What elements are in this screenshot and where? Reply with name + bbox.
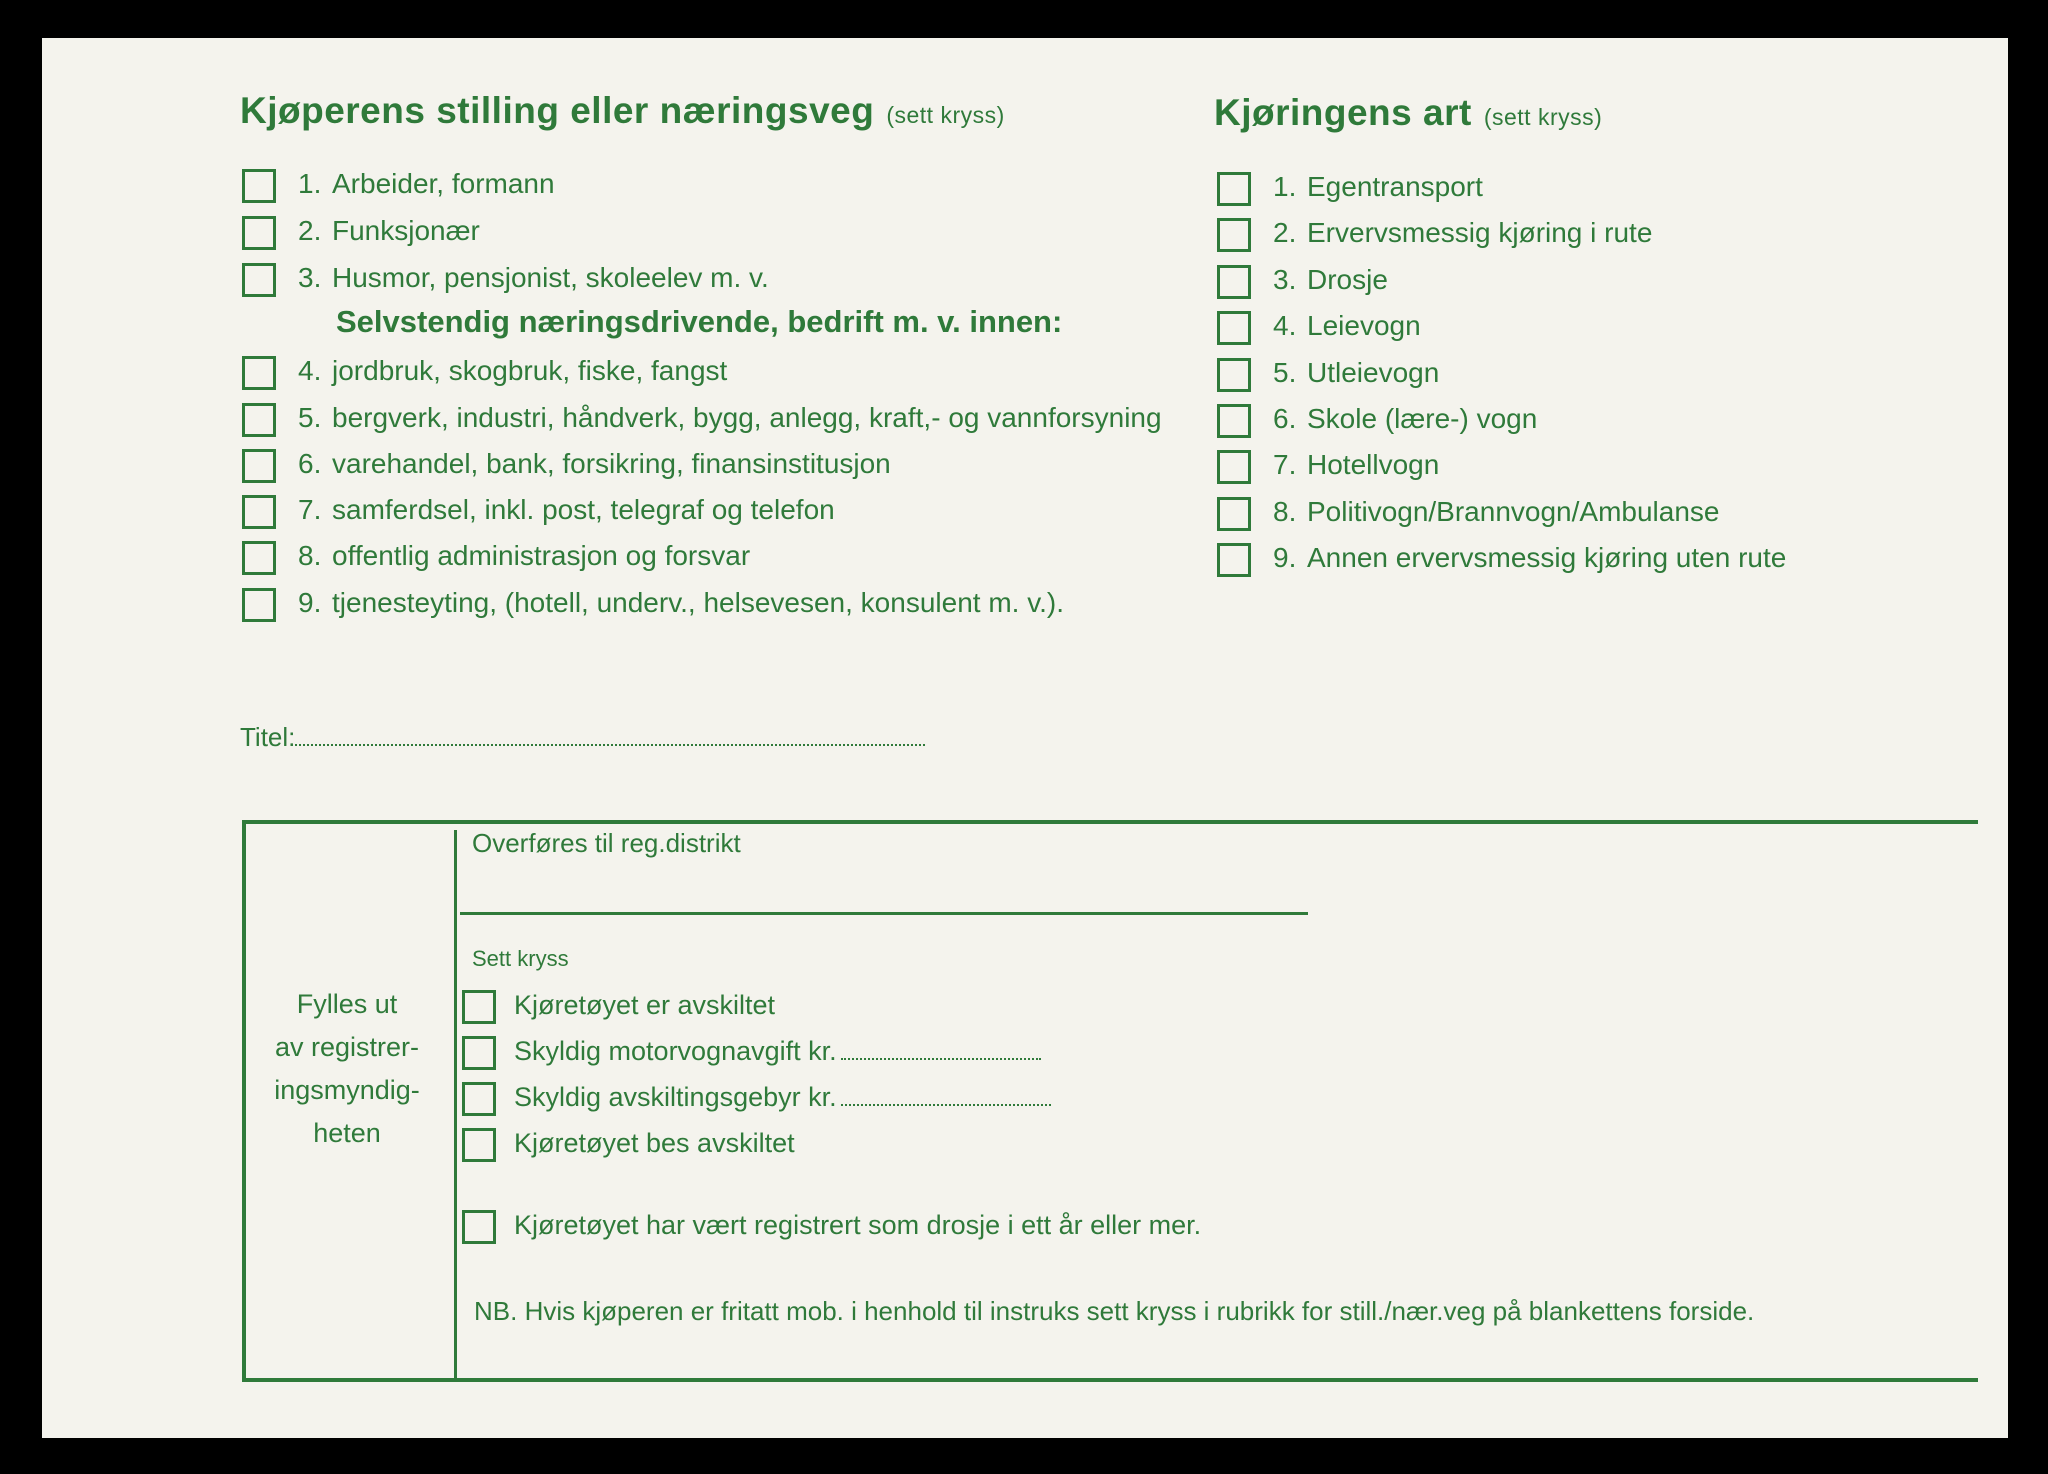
option-label: Egentransport: [1307, 171, 1483, 202]
driving-type-note: (sett kryss): [1483, 104, 1603, 130]
driving-option-4[interactable]: [1217, 307, 1421, 345]
checkbox[interactable]: [1217, 218, 1251, 252]
option-number: 4.: [298, 355, 322, 386]
titel-field[interactable]: [240, 722, 925, 753]
option-number: 8.: [298, 540, 322, 571]
option-number: 9.: [1273, 542, 1297, 573]
driving-type-title: Kjøringens art: [1214, 92, 1472, 133]
occupation-option-9[interactable]: [242, 584, 1064, 622]
nb-note: NB. Hvis kjøperen er fritatt mob. i henhold til instruks sett kryss i rubrikk for still./nær.veg på blankettens forside.: [474, 1296, 1755, 1326]
option-label: jordbruk, skogbruk, fiske, fangst: [332, 355, 728, 386]
option-number: 7.: [298, 494, 322, 525]
checkbox[interactable]: [1217, 265, 1251, 299]
buyer-occupation-heading: [240, 90, 1005, 132]
checkbox[interactable]: [242, 541, 276, 575]
occupation-option-3[interactable]: [242, 259, 769, 297]
label-line: ingsmyndig-: [274, 1075, 420, 1105]
occupation-option-5[interactable]: [242, 399, 1162, 437]
checkbox[interactable]: [1217, 311, 1251, 345]
option-number: 1.: [1273, 171, 1297, 202]
check-request-deregistration[interactable]: [462, 1124, 795, 1162]
option-label: Funksjonær: [332, 215, 480, 246]
checkbox[interactable]: [1217, 497, 1251, 531]
driving-option-3[interactable]: [1217, 261, 1388, 299]
checkbox[interactable]: [242, 403, 276, 437]
occupation-option-8[interactable]: [242, 537, 750, 575]
option-number: 2.: [298, 215, 322, 246]
option-number: 1.: [298, 168, 322, 199]
option-number: 6.: [1273, 403, 1297, 434]
checkbox[interactable]: [462, 990, 496, 1024]
driving-option-2[interactable]: [1217, 214, 1652, 252]
option-label: varehandel, bank, forsikring, finansinstitusjon: [332, 448, 891, 479]
option-number: 5.: [1273, 357, 1297, 388]
buyer-occupation-note: (sett kryss): [886, 102, 1005, 128]
buyer-occupation-title: Kjøperens stilling eller næringsveg: [240, 90, 875, 131]
check-deregistered[interactable]: [462, 986, 775, 1024]
option-label: Skole (lære-) vogn: [1307, 403, 1538, 434]
transfer-district-field[interactable]: [460, 912, 1308, 915]
checkbox[interactable]: [242, 449, 276, 483]
driving-option-8[interactable]: [1217, 493, 1719, 531]
occupation-option-1[interactable]: [242, 165, 555, 203]
option-number: 3.: [1273, 264, 1297, 295]
box-bottom-border: [242, 1378, 1978, 1382]
checkbox[interactable]: [462, 1128, 496, 1162]
check-label: Kjøretøyet har vært registrert som drosje i ett år eller mer.: [514, 1210, 1202, 1240]
label-line: Fylles ut: [296, 989, 398, 1019]
occupation-option-6[interactable]: [242, 445, 891, 483]
checkbox[interactable]: [1217, 450, 1251, 484]
option-label: samferdsel, inkl. post, telegraf og telefon: [332, 494, 835, 525]
option-number: 2.: [1273, 217, 1297, 248]
checkbox[interactable]: [242, 495, 276, 529]
driving-option-9[interactable]: [1217, 539, 1786, 577]
option-number: 7.: [1273, 449, 1297, 480]
driving-option-7[interactable]: [1217, 446, 1439, 484]
check-label: Skyldig avskiltingsgebyr kr.: [514, 1082, 837, 1112]
checkbox[interactable]: [462, 1036, 496, 1070]
self-employed-subheading: Selvstendig næringsdrivende, bedrift m. v. innen:: [336, 304, 1063, 339]
checkbox[interactable]: [1217, 358, 1251, 392]
check-label: Skyldig motorvognavgift kr.: [514, 1036, 837, 1066]
option-number: 3.: [298, 262, 322, 293]
option-label: Leievogn: [1307, 310, 1421, 341]
fee-amount-field[interactable]: [841, 1036, 1041, 1060]
occupation-option-4[interactable]: [242, 352, 727, 390]
checkbox[interactable]: [462, 1210, 496, 1244]
transfer-district-label: Overføres til reg.distrikt: [472, 828, 741, 858]
option-label: Ervervsmessig kjøring i rute: [1307, 217, 1653, 248]
checkbox[interactable]: [242, 356, 276, 390]
check-deregistration-fee[interactable]: [462, 1078, 1051, 1116]
option-number: 4.: [1273, 310, 1297, 341]
option-label: Utleievogn: [1307, 357, 1440, 388]
check-motor-vehicle-fee[interactable]: [462, 1032, 1041, 1070]
driving-type-heading: [1214, 92, 1602, 134]
check-taxi-registered[interactable]: [462, 1206, 1201, 1244]
fee-amount-field[interactable]: [841, 1082, 1051, 1106]
checkbox[interactable]: [1217, 172, 1251, 206]
checkbox[interactable]: [242, 169, 276, 203]
label-line: heten: [313, 1118, 381, 1148]
option-label: Politivogn/Brannvogn/Ambulanse: [1307, 496, 1720, 527]
titel-label: Titel:: [240, 722, 296, 752]
registration-authority-label: [252, 983, 442, 1155]
option-number: 6.: [298, 448, 322, 479]
option-label: Husmor, pensjonist, skoleelev m. v.: [332, 262, 769, 293]
checkbox[interactable]: [242, 216, 276, 250]
option-label: Arbeider, formann: [332, 168, 555, 199]
option-label: tjenesteyting, (hotell, underv., helsevesen, konsulent m. v.).: [332, 587, 1065, 618]
driving-option-5[interactable]: [1217, 354, 1439, 392]
check-label: Kjøretøyet bes avskiltet: [514, 1128, 795, 1158]
checkbox[interactable]: [1217, 404, 1251, 438]
driving-option-6[interactable]: [1217, 400, 1537, 438]
label-line: av registrer-: [274, 1032, 420, 1062]
option-label: offentlig administrasjon og forsvar: [332, 540, 751, 571]
titel-dotted-line[interactable]: [295, 722, 925, 746]
check-label: Kjøretøyet er avskiltet: [514, 990, 776, 1020]
checkbox[interactable]: [242, 588, 276, 622]
checkbox[interactable]: [462, 1082, 496, 1116]
option-number: 5.: [298, 402, 322, 433]
option-label: Annen ervervsmessig kjøring uten rute: [1307, 542, 1787, 573]
option-label: Drosje: [1307, 264, 1388, 295]
box-left-border: [242, 820, 246, 1382]
box-top-border: [242, 820, 1978, 824]
occupation-option-7[interactable]: [242, 491, 835, 529]
box-divider: [454, 830, 457, 1378]
option-number: 8.: [1273, 496, 1297, 527]
checkbox[interactable]: [242, 263, 276, 297]
driving-option-1[interactable]: [1217, 168, 1483, 206]
occupation-option-2[interactable]: [242, 212, 480, 250]
option-number: 9.: [298, 587, 322, 618]
form-sheet: [42, 38, 2008, 1438]
sett-kryss-label: Sett kryss: [472, 946, 569, 971]
option-label: Hotellvogn: [1307, 449, 1440, 480]
checkbox[interactable]: [1217, 543, 1251, 577]
option-label: bergverk, industri, håndverk, bygg, anlegg, kraft,- og vannforsyning: [332, 402, 1162, 433]
